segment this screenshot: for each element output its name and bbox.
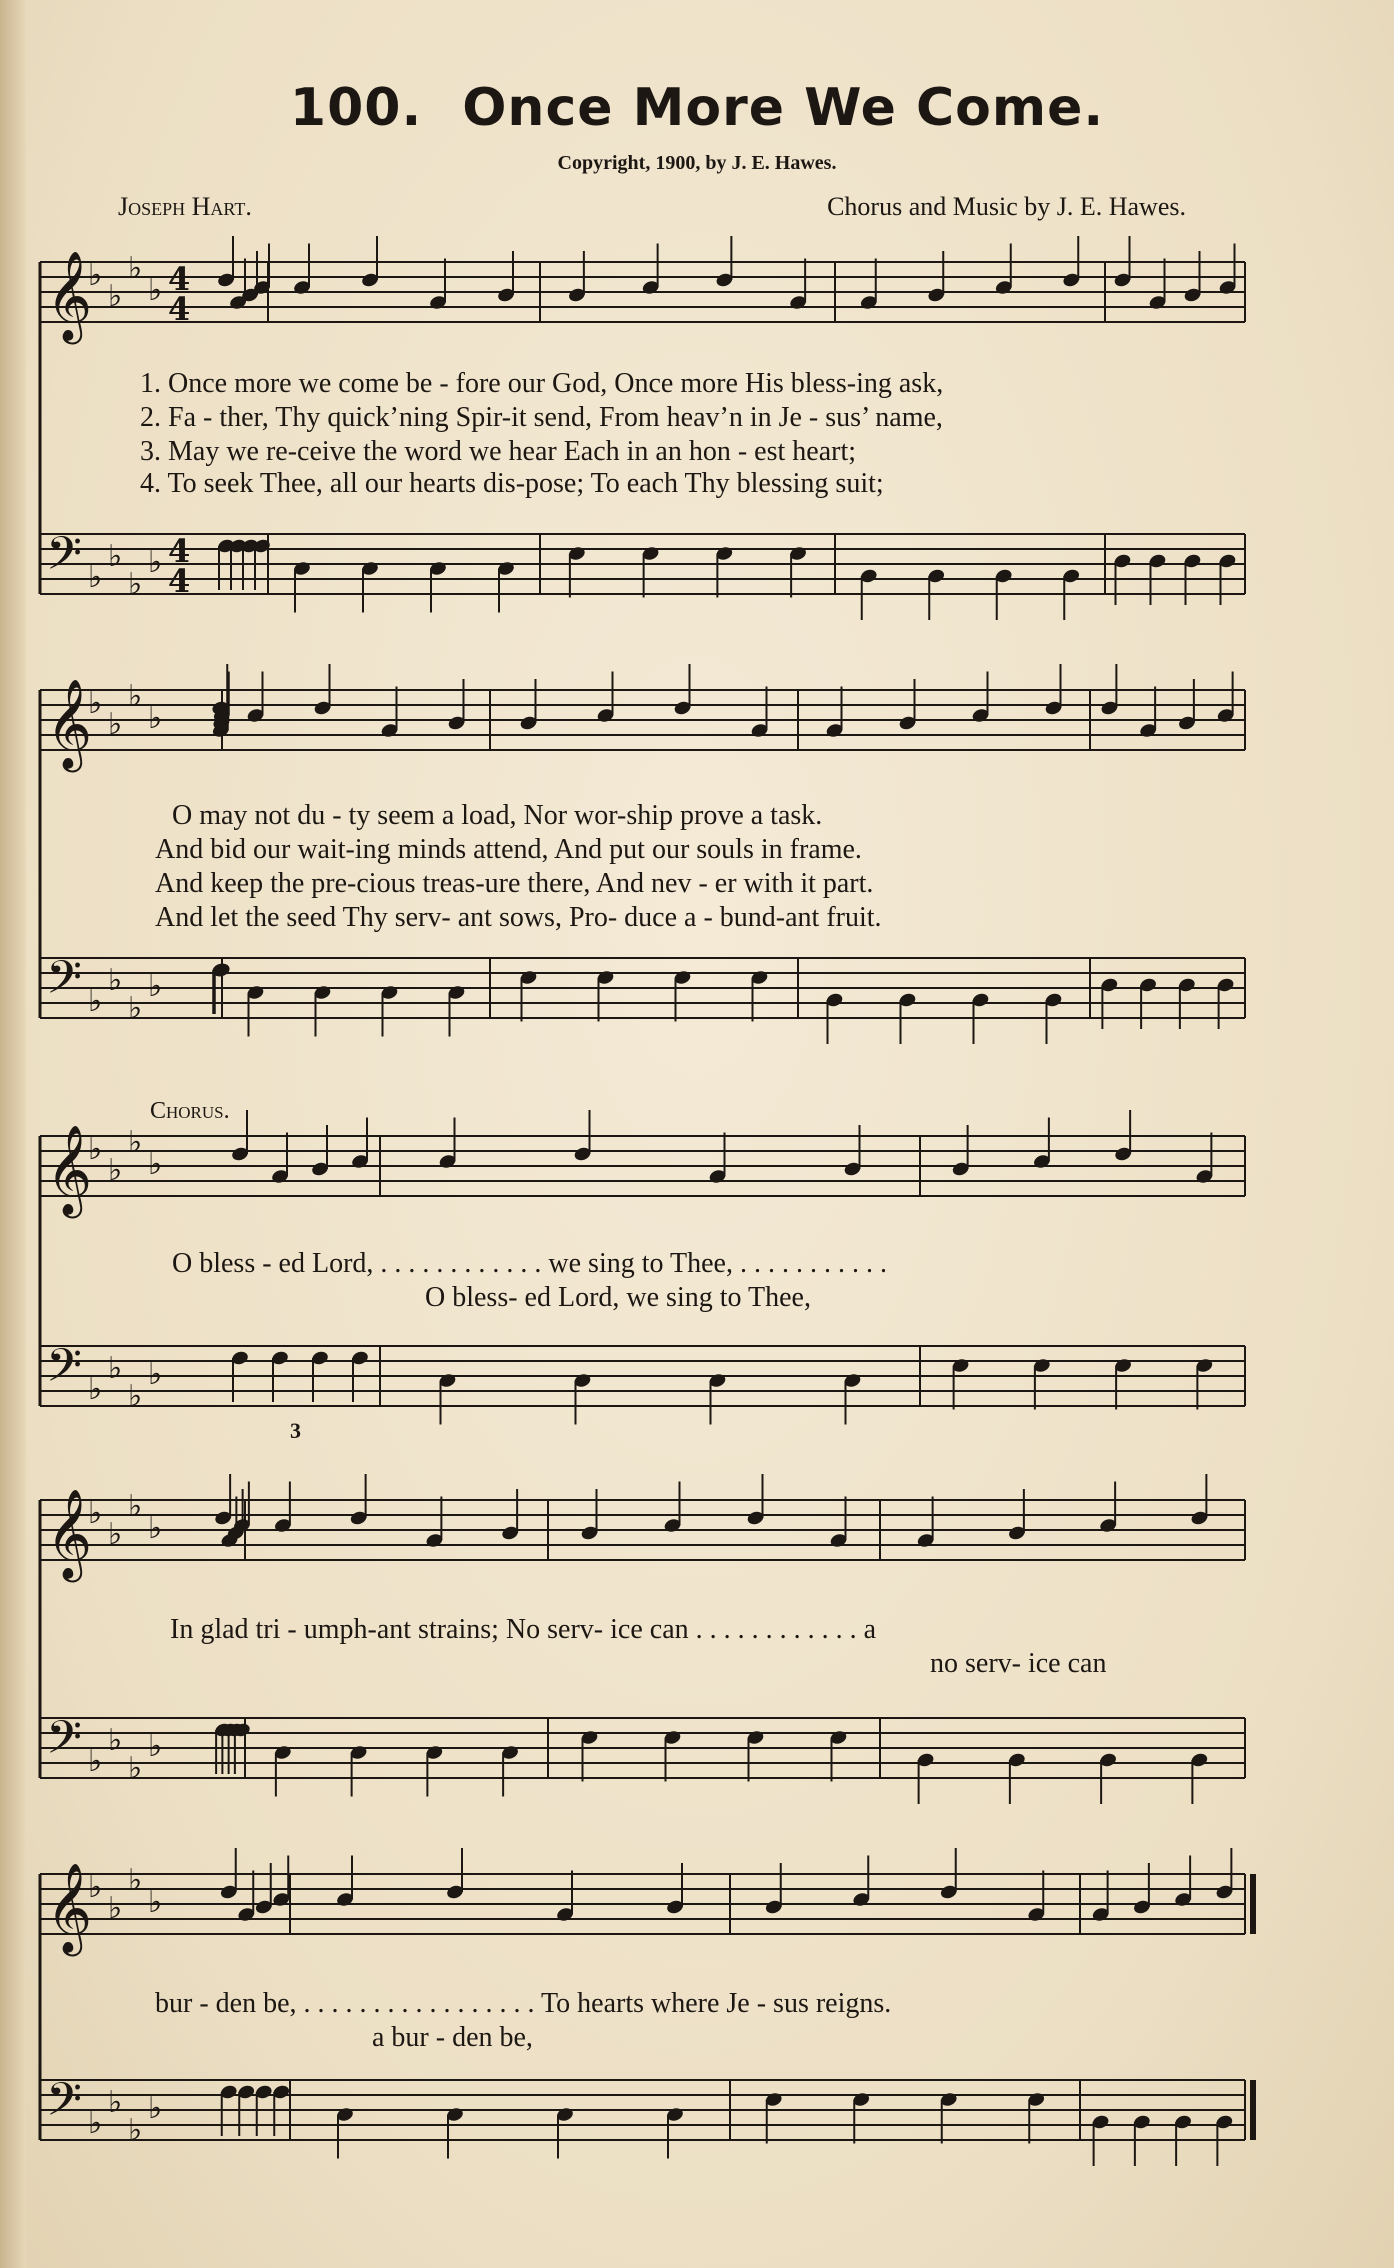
flat-icon: ♭ — [148, 2091, 163, 2126]
flat-icon: ♭ — [108, 963, 123, 998]
flat-icon: ♭ — [128, 679, 143, 714]
flat-icon: ♭ — [108, 1723, 123, 1758]
hymn-name: Once More We Come. — [462, 78, 1105, 138]
flat-icon: ♭ — [88, 686, 103, 721]
flat-icon: ♭ — [128, 1379, 143, 1414]
flat-icon: ♭ — [148, 273, 163, 308]
words-author: Joseph Hart. — [118, 192, 252, 221]
flat-icon: ♭ — [148, 1147, 163, 1182]
flat-icon: ♭ — [108, 1153, 123, 1188]
chorus-lyric-upper-1: O bless - ed Lord, . . . . . . . . . . . . we sing to Thee, . . . . . . . . . . . — [172, 1248, 887, 1279]
tuplet-marker: 3 — [290, 1418, 301, 1443]
flat-icon: ♭ — [148, 1729, 163, 1764]
flat-icon: ♭ — [108, 1517, 123, 1552]
treble-clef-icon: 𝄞 — [46, 1863, 93, 1953]
flat-icon: ♭ — [88, 1132, 103, 1167]
flat-icon: ♭ — [128, 991, 143, 1026]
flat-icon: ♭ — [128, 1863, 143, 1898]
verse-1-line-2: O may not du - ty seem a load, Nor wor-ship prove a task. — [172, 800, 823, 831]
treble-clef-icon: 𝄞 — [46, 1125, 93, 1215]
flat-icon: ♭ — [108, 279, 123, 314]
verse-2-line-2: And bid our wait-ing minds attend, And put our souls in frame. — [155, 834, 862, 865]
bass-clef-icon: 𝄢 — [46, 2073, 83, 2138]
flat-icon: ♭ — [148, 545, 163, 580]
treble-clef-icon: 𝄞 — [46, 679, 93, 769]
verse-4-line-2: And let the seed Thy serv- ant sows, Pro- duce a - bund-ant fruit. — [155, 902, 882, 933]
flat-icon: ♭ — [148, 1885, 163, 1920]
flat-icon: ♭ — [88, 1496, 103, 1531]
flat-icon: ♭ — [88, 984, 103, 1019]
copyright-line: Copyright, 1900, by J. E. Hawes. — [557, 152, 837, 174]
flat-icon: ♭ — [128, 1489, 143, 1524]
treble-clef-icon: 𝄞 — [46, 1489, 93, 1579]
bass-clef-icon: 𝄢 — [46, 1711, 83, 1776]
time-signature: 4 — [168, 562, 191, 600]
flat-icon: ♭ — [108, 539, 123, 574]
flat-icon: ♭ — [88, 258, 103, 293]
flat-icon: ♭ — [88, 1870, 103, 1905]
flat-icon: ♭ — [128, 251, 143, 286]
flat-icon: ♭ — [108, 707, 123, 742]
flat-icon: ♭ — [128, 1125, 143, 1160]
verse-2-line-1: 2. Fa - ther, Thy quick’ning Spir-it send, From heav’n in Je - sus’ name, — [140, 402, 943, 433]
verse-3-line-2: And keep the pre-cious treas-ure there, And nev - er with it part. — [155, 868, 874, 899]
flat-icon: ♭ — [148, 1511, 163, 1546]
flat-icon: ♭ — [88, 2106, 103, 2141]
verse-3-line-1: 3. May we re-ceive the word we hear Each in an hon - est heart; — [140, 436, 857, 467]
flat-icon: ♭ — [108, 1891, 123, 1926]
treble-clef-icon: 𝄞 — [46, 251, 93, 341]
flat-icon: ♭ — [108, 1351, 123, 1386]
chorus-lyric-lower-1: O bless- ed Lord, we sing to Thee, — [425, 1282, 811, 1313]
verse-4-line-1: 4. To seek Thee, all our hearts dis-pose; To each Thy blessing suit; — [140, 468, 884, 499]
chorus-label: Chorus. — [150, 1098, 230, 1124]
chorus-lyric-lower-3: a bur - den be, — [372, 2022, 533, 2053]
chorus-lyric-upper-2: In glad tri - umph-ant strains; No serv- ice can . . . . . . . . . . . . a — [170, 1614, 877, 1645]
time-signature: 4 — [168, 260, 191, 298]
flat-icon: ♭ — [128, 567, 143, 602]
time-signature: 4 — [168, 532, 191, 570]
chorus-lyric-upper-3: bur - den be, . . . . . . . . . . . . . . . . . To hearts where Je - sus reigns. — [155, 1988, 892, 2019]
flat-icon: ♭ — [108, 2085, 123, 2120]
hymn-number: 100. — [289, 78, 423, 138]
bass-clef-icon: 𝄢 — [46, 527, 83, 592]
flat-icon: ♭ — [148, 701, 163, 736]
flat-icon: ♭ — [128, 2113, 143, 2148]
flat-icon: ♭ — [88, 1744, 103, 1779]
flat-icon: ♭ — [88, 560, 103, 595]
flat-icon: ♭ — [148, 969, 163, 1004]
bass-clef-icon: 𝄢 — [46, 951, 83, 1016]
flat-icon: ♭ — [128, 1751, 143, 1786]
music-author: Chorus and Music by J. E. Hawes. — [827, 192, 1186, 221]
chorus-lyric-lower-2: no serv- ice can — [930, 1648, 1107, 1679]
flat-icon: ♭ — [148, 1357, 163, 1392]
verse-1-line-1: 1. Once more we come be - fore our God, Once more His bless-ing ask, — [140, 368, 944, 399]
time-signature: 4 — [168, 290, 191, 328]
flat-icon: ♭ — [88, 1372, 103, 1407]
bass-clef-icon: 𝄢 — [46, 1339, 83, 1404]
